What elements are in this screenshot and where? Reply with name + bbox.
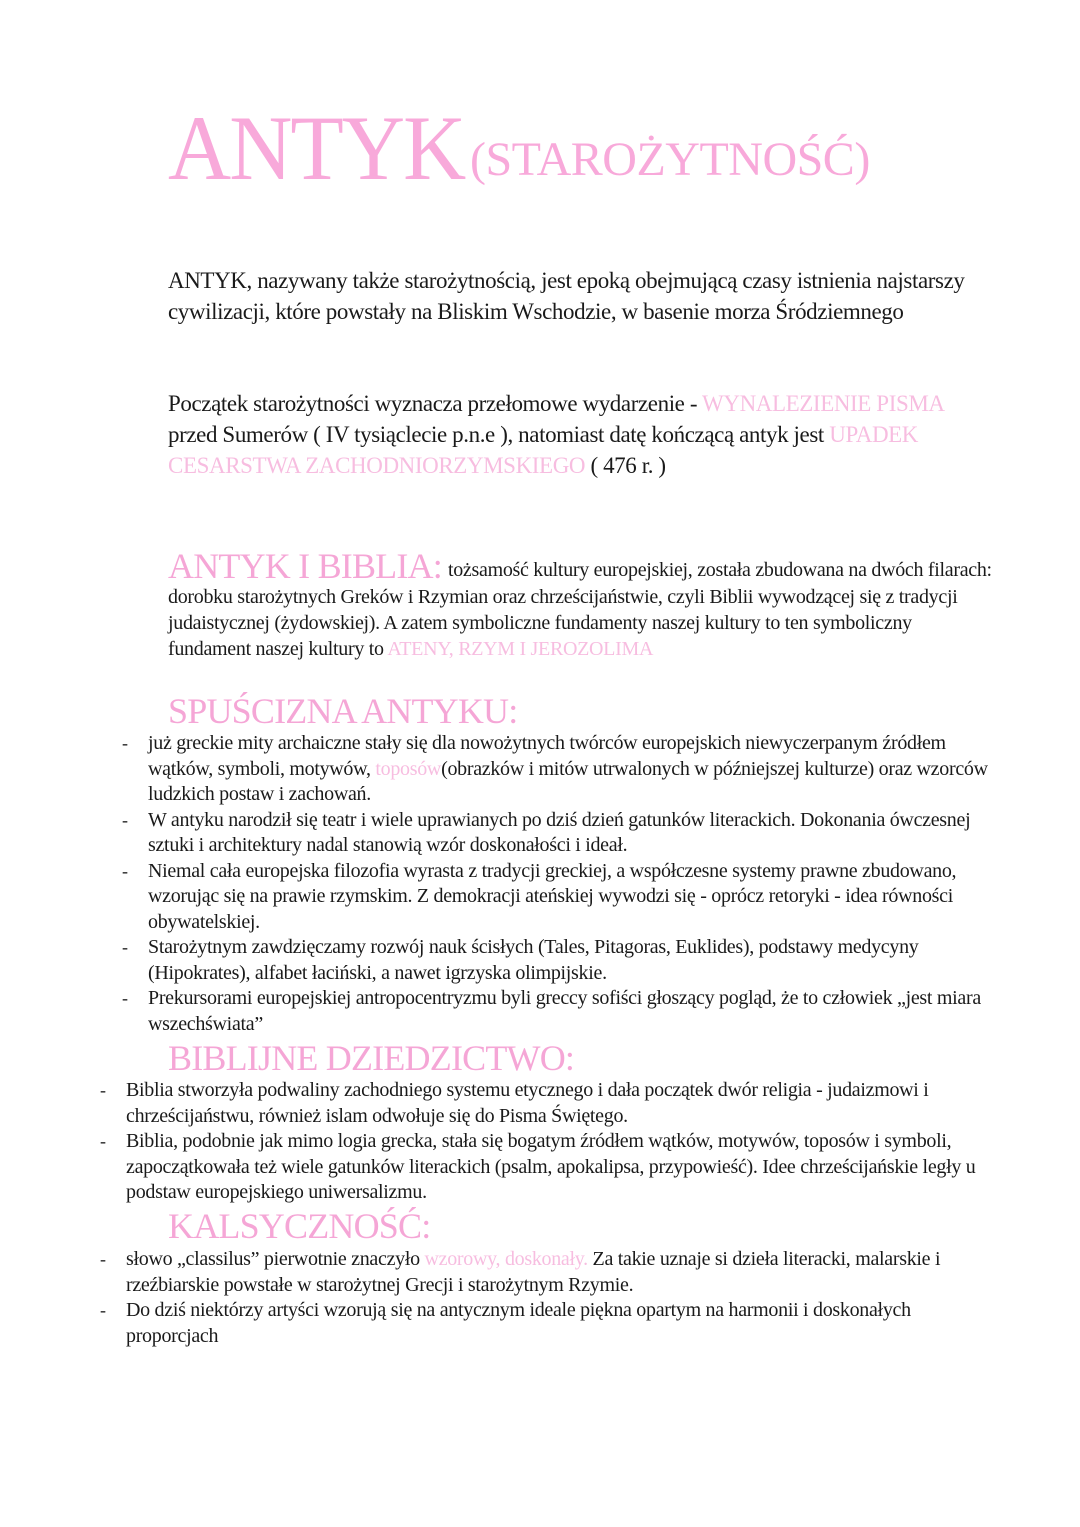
antyk-biblia-text: tożsamość kultury europejskiej, została zbudowana na dwóch filarach: dorobku starożytnych Greków i Rzymian oraz chrześcijaństwie, czyli Biblii wywodzącej się z tradycji judaistycznej (żydowskiej). A zatem symboliczne fundamenty naszej kultury to ten symboliczny fundament naszej kultury to bbox=[168, 559, 992, 660]
list-item bbox=[122, 935, 988, 986]
list-item bbox=[100, 1129, 986, 1206]
list-item-text: Biblia stworzyła podwaliny zachodniego systemu etycznego i dała początek dwór religia - judaizmowi i chrześcijaństwu, również islam odwołuje się do Pisma Świętego. bbox=[126, 1079, 929, 1127]
biblijne-list bbox=[100, 1078, 986, 1206]
dash-bullet-icon: - bbox=[100, 1300, 106, 1320]
list-item-text: (obrazków i mitów utrwalonych w późniejszej kulturze) oraz wzorców ludzkich postaw i zachowań. bbox=[148, 757, 988, 805]
dates-paragraph bbox=[168, 388, 988, 481]
heading-klasycznosc: KALSYCZNOŚĆ: bbox=[168, 1206, 431, 1246]
dash-bullet-icon: - bbox=[100, 1131, 106, 1151]
list-item-text: Do dziś niektórzy artyści wzorują się na antycznym ideale piękna opartym na harmonii i doskonałych proporcjach bbox=[126, 1299, 911, 1347]
list-item bbox=[100, 1247, 986, 1298]
antyk-biblia-section bbox=[168, 548, 998, 662]
list-item bbox=[122, 731, 988, 808]
list-item-text: Starożytnym zawdzięczamy rozwój nauk ścisłych (Tales, Pitagoras, Euklides), podstawy medycyny (Hipokrates), alfabet łaciński, a nawet igrzyska olimpijskie. bbox=[148, 936, 919, 984]
list-item-text: Prekursorami europejskiej antropocentryzmu byli greccy sofiści głoszący pogląd, że to człowiek „jest miara wszechświata” bbox=[148, 987, 981, 1035]
page-title bbox=[168, 97, 870, 199]
title-sub: (STAROŻYTNOŚĆ) bbox=[469, 133, 870, 186]
highlight-ateny-rzym-jerozolima: ATENY, RZYM I JEROZOLIMA bbox=[387, 638, 654, 660]
dash-bullet-icon: - bbox=[122, 809, 128, 830]
highlight-wynalezienie-pisma: WYNALEZIENIE PISMA bbox=[702, 391, 944, 416]
dash-bullet-icon: - bbox=[122, 988, 128, 1008]
dash-bullet-icon: - bbox=[122, 860, 128, 881]
dash-bullet-icon: - bbox=[122, 733, 128, 753]
heading-biblijne-dziedzictwo: BIBLIJNE DZIEDZICTWO: bbox=[168, 1038, 575, 1078]
dates-text-1: Początek starożytności wyznacza przełomowe wydarzenie - bbox=[168, 391, 703, 416]
list-item-text: W antyku narodził się teatr i wiele uprawianych po dziś dzień gatunków literackich. Dokonania ówczesnej sztuki i architektury nadal stanowią wzór doskonałości i ideał. bbox=[148, 808, 971, 856]
list-item bbox=[122, 859, 988, 936]
klasycznosc-list bbox=[100, 1247, 986, 1349]
list-item bbox=[100, 1298, 986, 1349]
list-item-text: Za takie uznaje si dzieła literacki, malarskie i rzeźbiarskie powstałe w starożytnej Grecji i starożytnym Rzymie. bbox=[126, 1248, 941, 1296]
list-item-text: słowo „classilus” pierwotnie znaczyło bbox=[126, 1248, 425, 1270]
dash-bullet-icon: - bbox=[100, 1249, 106, 1269]
dates-text-3: ( 476 r. ) bbox=[585, 453, 666, 478]
list-item-text: już greckie mity archaiczne stały się dla nowożytnych twórców europejskich niewyczerpanym źródłem wątków, symboli, motywów, bbox=[148, 732, 946, 780]
intro-paragraph: ANTYK, nazywany także starożytnością, jest epoką obejmującą czasy istnienia najstarszy cywilizacji, które powstały na Bliskim Wschodzie, w basenie morza Śródziemnego bbox=[168, 268, 965, 324]
highlight-upadek-cesarstwa: UPADEK CESARSTWA ZACHODNIORZYMSKIEGO bbox=[168, 422, 919, 478]
spuscizna-list bbox=[122, 731, 988, 1037]
highlight-toposow: toposów bbox=[375, 757, 442, 780]
dash-bullet-icon: - bbox=[122, 937, 128, 957]
heading-spuscizna-antyku: SPUŚCIZNA ANTYKU: bbox=[168, 691, 518, 731]
list-item bbox=[100, 1078, 986, 1129]
heading-antyk-biblia: ANTYK I BIBLIA: bbox=[168, 546, 442, 586]
dash-bullet-icon: - bbox=[100, 1080, 106, 1100]
dates-text-2: przed Sumerów ( IV tysiąclecie p.n.e ), natomiast datę kończącą antyk jest bbox=[168, 422, 830, 447]
list-item-text: Biblia, podobnie jak mimo logia grecka, stała się bogatym źródłem wątków, motywów, toposów i symboli, zapoczątkowała też wiele gatunków literackich (psalm, apokalipsa, przypowieść). Idee chrześcijańskie legły u podstaw europejskiego uniwersalizmu. bbox=[126, 1130, 976, 1203]
highlight-wzorowy-doskonaly: wzorowy, doskonały. bbox=[424, 1248, 588, 1270]
list-item bbox=[122, 986, 988, 1037]
list-item-text: Niemal cała europejska filozofia wyrasta z tradycji greckiej, a współczesne systemy prawne zbudowano, wzorując się na prawie rzymskim. Z demokracji ateńskiej wywodzi się - oprócz retoryki - idea równości obywatelskiej. bbox=[148, 859, 957, 933]
title-main: ANTYK bbox=[168, 97, 465, 199]
list-item bbox=[122, 808, 988, 859]
